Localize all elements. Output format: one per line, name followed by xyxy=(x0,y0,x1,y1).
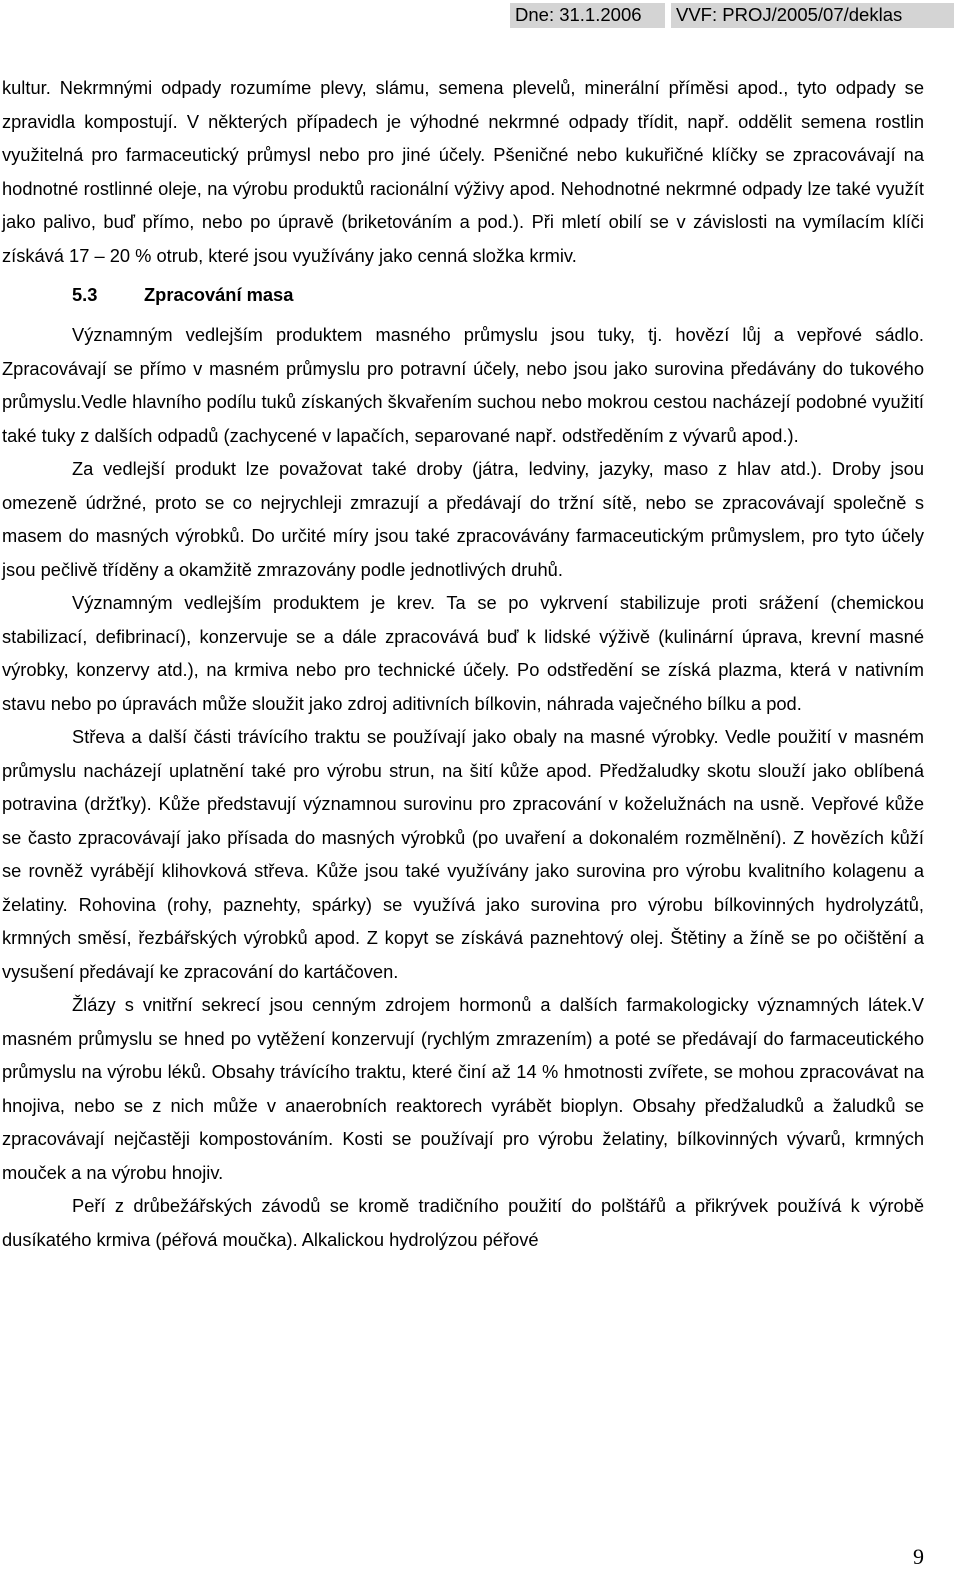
paragraph-glands: Žlázy s vnitřní sekrecí jsou cenným zdrojem hormonů a dalších farmakologicky významných látek.V masném průmyslu se hned po vytěžení konzervují (rychlým zmrazením) a poté se předávají do farmaceutického průmyslu na výrobu léků. Obsahy trávícího traktu, které činí až 14 % hmotnosti zvířete, se mohou zpracovávat na hnojiva, nebo se z nich může v anaerobních reaktorech vyrábět bioplyn. Obsahy předžaludků a žaludků se zpracovávají nejčastěji kompostováním. Kosti se používají pro výrobu želatiny, bílkovinných vývarů, krmných mouček a na výrobu hnojiv. xyxy=(2,994,924,1183)
header-date: Dne: 31.1.2006 xyxy=(510,3,665,28)
paragraph-feathers: Peří z drůbežářských závodů se kromě tradičního použití do polštářů a přikrývek používá k výrobě dusíkatého krmiva (péřová moučka). Alkalickou hydrolýzou péřové xyxy=(2,1195,924,1250)
page-header xyxy=(510,3,954,28)
section-number: 5.3 xyxy=(72,284,98,305)
paragraph-blood: Významným vedlejším produktem je krev. Ta se po vykrvení stabilizuje proti srážení (chemickou stabilizací, defibrinací), konzervuje se a dále zpracovává buď k lidské výživě (kulinární úprava, krevní masné výrobky, konzervy atd.), na krmiva nebo pro technické účely. Po odstředění se získá plazma, která v nativním stavu nebo po úpravách může sloužit jako zdroj aditivních bílkovin, náhrada vaječného bílku a pod. xyxy=(2,592,924,714)
document-body xyxy=(2,71,924,1256)
section-heading xyxy=(2,272,924,318)
paragraph-waste: kultur. Nekrmnými odpady rozumíme plevy, slámu, semena plevelů, minerální příměsi apod., tyto odpady se zpravidla kompostují. V některých případech je výhodné nekrmné odpady třídit, např. oddělit semena rostlin využitelná pro farmaceutický průmysl nebo pro jiné účely. Pšeničné nebo kukuřičné klíčky se zpracovávají na hodnotné rostlinné oleje, na výrobu produktů racionální výživy apod. Nehodnotné nekrmné odpady lze také využít jako palivo, buď přímo, nebo po úpravě (briketováním a pod.). Při mletí obilí se v závislosti na vymílacím klíči získává 17 – 20 % otrub, které jsou využívány jako cenná složka krmiv. xyxy=(2,77,924,266)
header-reference: VVF: PROJ/2005/07/deklas xyxy=(671,3,954,28)
paragraph-fats: Významným vedlejším produktem masného průmyslu jsou tuky, tj. hovězí lůj a vepřové sádlo. Zpracovávají se přímo v masném průmyslu pro potravní účely, nebo jsou jako surovina předávány do tukového průmyslu.Vedle hlavního podílu tuků získaných škvařením suchou nebo mokrou cestou nacházejí podobné využití také tuky z dalších odpadů (zachycené v lapačích, separované např. odstředěním z vývarů apod.). xyxy=(2,324,924,446)
section-title: Zpracování masa xyxy=(144,284,294,305)
page-number: 9 xyxy=(913,1544,924,1569)
paragraph-offal: Za vedlejší produkt lze považovat také droby (játra, ledviny, jazyky, maso z hlav atd.). Droby jsou omezeně údržné, proto se co nejrychleji zmrazují a předávají do tržní sítě, nebo se zpracovávají společně s masem do masných výrobků. Do určité míry jsou také zpracovávány farmaceutickým průmyslem, pro tyto účely jsou pečlivě tříděny a okamžitě zmrazovány podle jednotlivých druhů. xyxy=(2,458,924,580)
paragraph-intestines: Střeva a další části trávícího traktu se používají jako obaly na masné výrobky. Vedle použití v masném průmyslu nacházejí uplatnění také pro výrobu strun, na šití kůže apod. Předžaludky skotu slouží jako oblíbená potravina (držťky). Kůže představují významnou surovinu pro zpracování v koželužnách na usně. Vepřové kůže se často zpracovávají jako přísada do masných výrobků (po uvaření a dokonalém rozmělnění). Z hovězích kůží se rovněž vyrábějí klihovková střeva. Kůže jsou také využívány jako surovina pro výrobu kvalitního kolagenu a želatiny. Rohovina (rohy, paznehty, spárky) se využívá jako surovina pro výrobu bílkovinných hydrolyzátů, krmných směsí, řezbářských výrobků apod. Z kopyt se získává paznehtový olej. Štětiny a žíně se po očištění a vysušení předávají ke zpracování do kartáčoven. xyxy=(2,726,924,982)
